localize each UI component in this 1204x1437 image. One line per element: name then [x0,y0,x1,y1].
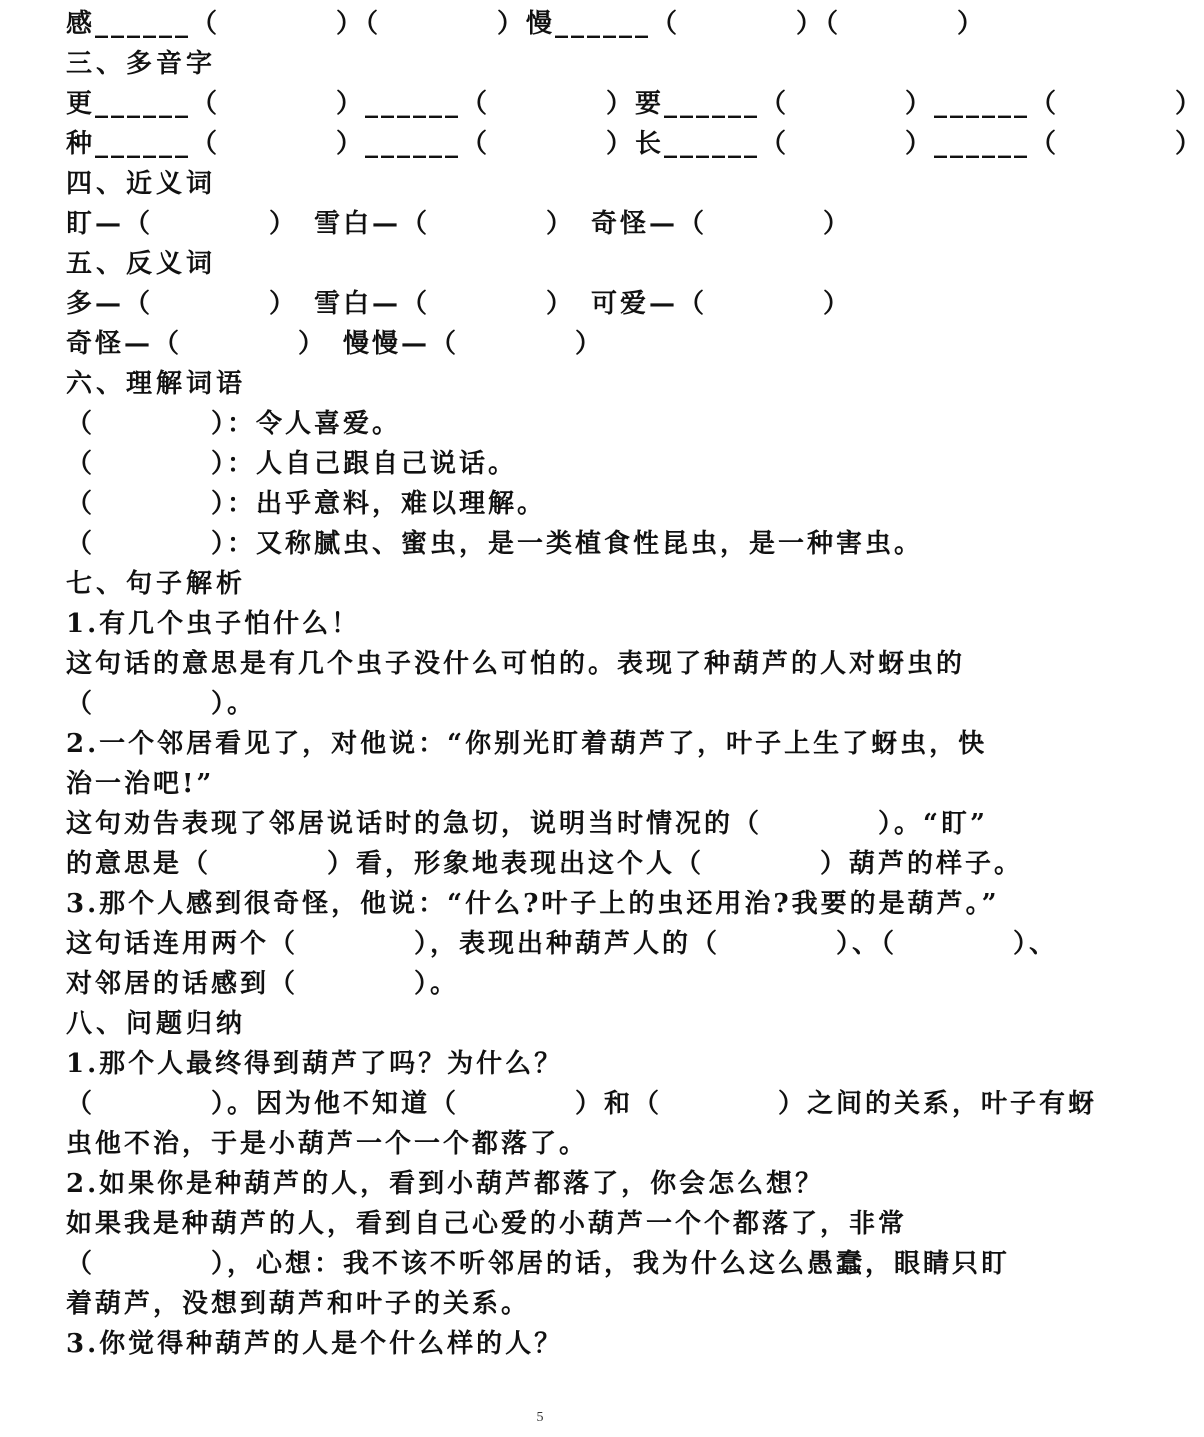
question-2: 2.如果你是种葫芦的人，看到小葫芦都落了，你会怎么想？ [66,1169,825,1199]
sentence-1-quote: 1.有几个虫子怕什么！ [66,609,361,639]
sentence-2-explanation: 这句劝告表现了邻居说话时的急切，说明当时情况的（ ）。“盯” [66,809,988,839]
word-meaning-item-4: （ ）：又称腻虫、蜜虫，是一类植食性昆虫，是一种害虫。 [66,529,924,559]
sentence-1-blank: （ ）。 [66,689,257,719]
page-number: 5 [536,1410,544,1425]
sentence-2-explanation-cont: 的意思是（ ）看，形象地表现出这个人（ ）葫芦的样子。 [66,849,1024,879]
question-2-answer: 如果我是种葫芦的人，看到自己心爱的小葫芦一个个都落了，非常 [66,1209,908,1239]
section-heading-summary: 八、问题归纳 [66,1009,247,1039]
section-heading-polyphones: 三、多音字 [66,49,217,79]
sentence-3-quote: 3.那个人感到很奇怪，他说：“什么?叶子上的虫还用治?我要的是葫芦。” [66,889,1000,919]
question-1: 1.那个人最终得到葫芦了吗？为什么？ [66,1049,564,1079]
section-heading-synonyms: 四、近义词 [66,169,217,199]
section-heading-sentence-analysis: 七、句子解析 [66,569,247,599]
sentence-2-quote-cont: 治一治吧!” [66,769,215,799]
sentence-3-explanation-cont: 对邻居的话感到（ ）。 [66,969,460,999]
sentence-1-explanation: 这句话的意思是有几个虫子没什么可怕的。表现了种葫芦的人对蚜虫的 [66,649,966,679]
synonym-line: 盯—（ ） 雪白—（ ） 奇怪—（ ） [66,209,853,239]
worksheet-body [66,4,1204,1364]
section-heading-antonyms: 五、反义词 [66,249,217,279]
question-2-answer-end: 着葫芦，没想到葫芦和叶子的关系。 [66,1289,531,1319]
sentence-3-explanation: 这句话连用两个（ ），表现出种葫芦人的（ ）、（ ）、 [66,929,1059,959]
polyphone-line-geng-yao: 更______（ ）______（ ）要______（ ）______（ ） [66,89,1204,119]
section-heading-word-meaning: 六、理解词语 [66,369,247,399]
question-1-answer: （ ）。因为他不知道（ ）和（ ）之间的关系，叶子有蚜 [66,1089,1098,1119]
word-meaning-item-2: （ ）：人自己跟自己说话。 [66,449,518,479]
question-1-answer-cont: 虫他不治，于是小葫芦一个一个都落了。 [66,1129,589,1159]
word-meaning-item-3: （ ）：出乎意料，难以理解。 [66,489,547,519]
question-3: 3.你觉得种葫芦的人是个什么样的人？ [66,1329,564,1359]
sentence-2-quote: 2.一个邻居看见了，对他说：“你别光盯着葫芦了，叶子上生了蚜虫，快 [66,729,988,759]
polyphone-line-gan-man: 感______（ ）（ ）慢______（ ）（ ） [66,9,987,39]
polyphone-line-zhong-chang: 种______（ ）______（ ）长______（ ）______（ ） [66,129,1204,159]
antonym-line-2: 奇怪—（ ） 慢慢—（ ） [66,329,605,359]
question-2-answer-cont: （ ），心想：我不该不听邻居的话，我为什么这么愚蠢，眼睛只盯 [66,1249,1011,1279]
antonym-line-1: 多—（ ） 雪白—（ ） 可爱—（ ） [66,289,853,319]
word-meaning-item-1: （ ）：令人喜爱。 [66,409,402,439]
